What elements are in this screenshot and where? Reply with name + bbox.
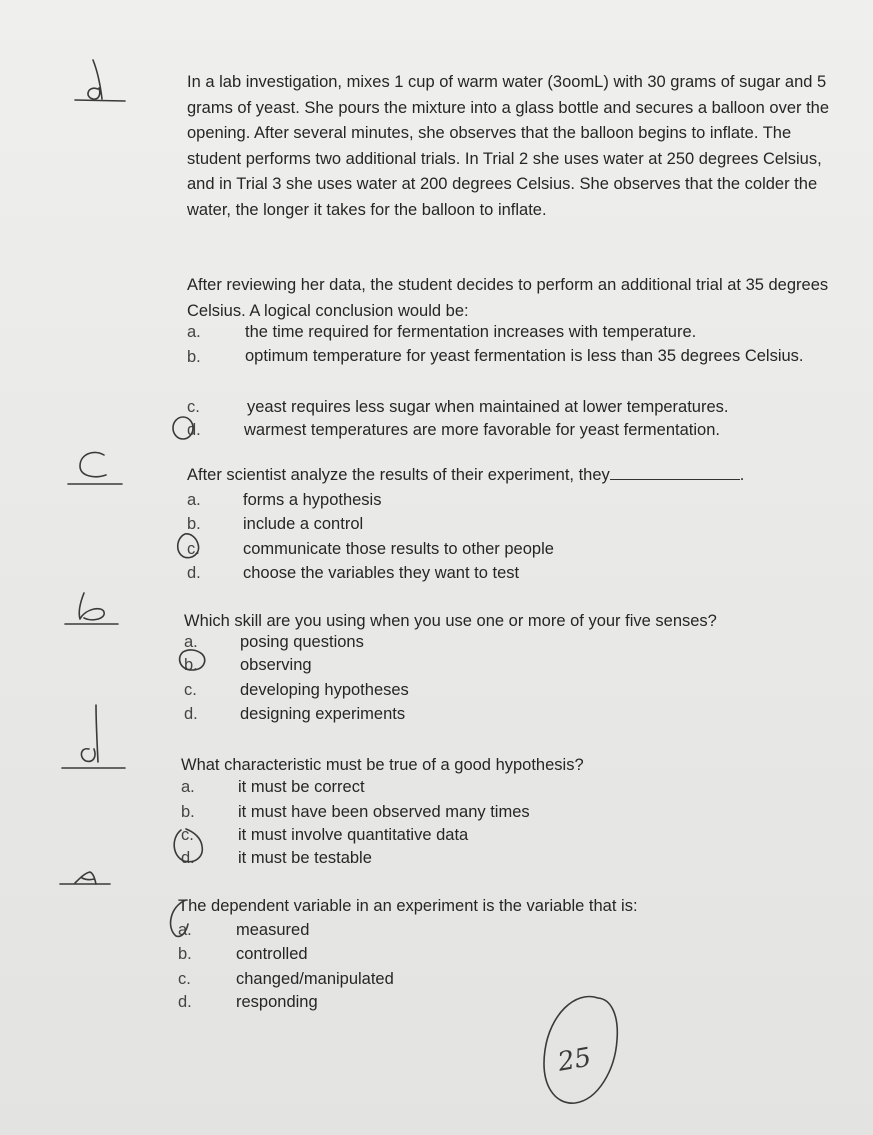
option-letter: b.	[184, 656, 198, 674]
option-letter: b.	[187, 348, 201, 366]
answer-blank	[610, 465, 740, 480]
option-text: measured	[236, 921, 310, 939]
option-letter: b.	[181, 803, 195, 821]
question-1-stem: After reviewing her data, the student decides to perform an additional trial at 35 degrees Celsius. A logical conclusion would be:	[187, 276, 829, 320]
option-text: observing	[240, 656, 312, 674]
question-2-stem-end: .	[739, 466, 745, 484]
option-text: forms a hypothesis	[243, 491, 382, 509]
option-text: developing hypotheses	[240, 681, 409, 699]
option-text: communicate those results to other people	[243, 540, 554, 558]
option-text: yeast requires less sugar when maintained at lower temperatures.	[247, 398, 729, 416]
score-circle	[544, 997, 617, 1104]
question-5-stem: The dependent variable in an experiment is the variable that is:	[178, 897, 638, 915]
answer-line-1	[75, 100, 125, 101]
question-2-stem-text: After scientist analyze the results of their experiment, they	[187, 466, 610, 484]
option-text: changed/manipulated	[236, 970, 394, 988]
handwritten-answer-1	[88, 60, 102, 99]
option-letter: c.	[187, 540, 200, 558]
option-text: it must have been observed many times	[238, 803, 530, 821]
option-letter: d.	[184, 705, 198, 723]
option-text: it must be testable	[238, 849, 372, 867]
option-text: include a control	[243, 515, 364, 533]
option-letter: a.	[181, 778, 195, 796]
question-3-stem: Which skill are you using when you use one or more of your five senses?	[184, 612, 717, 630]
question-1-passage: In a lab investigation, mixes 1 cup of warm water (3oomL) with 30 grams of sugar and 5 grams of yeast. She pours the mixture into a glass bottle and secures a balloon over the opening. After several minutes, she observes that the balloon begins to inflate. The student performs two additional trials. In Trial 2 she uses water at 250 degrees Celsius, and in Trial 3 she uses water at 200 degrees Celsius. She observes that the colder the water, the longer it takes for the balloon to inflate.	[187, 73, 830, 219]
option-letter: c.	[187, 398, 200, 416]
option-text: designing experiments	[240, 705, 406, 723]
option-letter: d.	[178, 993, 192, 1011]
option-letter: a.	[178, 921, 192, 939]
option-text: responding	[236, 993, 318, 1011]
option-letter: b.	[187, 515, 201, 533]
handwritten-answer-3	[79, 593, 104, 620]
option-letter: a.	[184, 633, 198, 651]
handwritten-answer-2	[80, 452, 106, 476]
handwritten-answer-4	[81, 705, 98, 762]
option-text: choose the variables they want to test	[243, 564, 520, 582]
option-letter: a.	[187, 323, 201, 341]
option-text: it must involve quantitative data	[238, 826, 469, 844]
option-text: warmest temperatures are more favorable for yeast fermentation.	[244, 421, 720, 439]
option-letter: c.	[178, 970, 191, 988]
option-letter: c.	[184, 681, 197, 699]
question-2-stem	[187, 463, 744, 487]
question-4-stem: What characteristic must be true of a good hypothesis?	[181, 756, 584, 774]
option-letter: c.	[181, 826, 194, 844]
option-text: controlled	[236, 945, 308, 963]
option-text: optimum temperature for yeast fermentation is less than 35 degrees Celsius.	[245, 347, 804, 365]
option-text: posing questions	[240, 633, 364, 651]
option-letter: d.	[181, 849, 195, 867]
option-letter: a.	[187, 491, 201, 509]
option-letter: d.	[187, 421, 201, 439]
option-text: the time required for fermentation increases with temperature.	[245, 323, 697, 341]
option-letter: b.	[178, 945, 192, 963]
option-text: it must be correct	[238, 778, 365, 796]
option-letter: d.	[187, 564, 201, 582]
handwritten-answer-5	[75, 872, 96, 884]
handwritten-score: 25	[555, 1042, 594, 1078]
